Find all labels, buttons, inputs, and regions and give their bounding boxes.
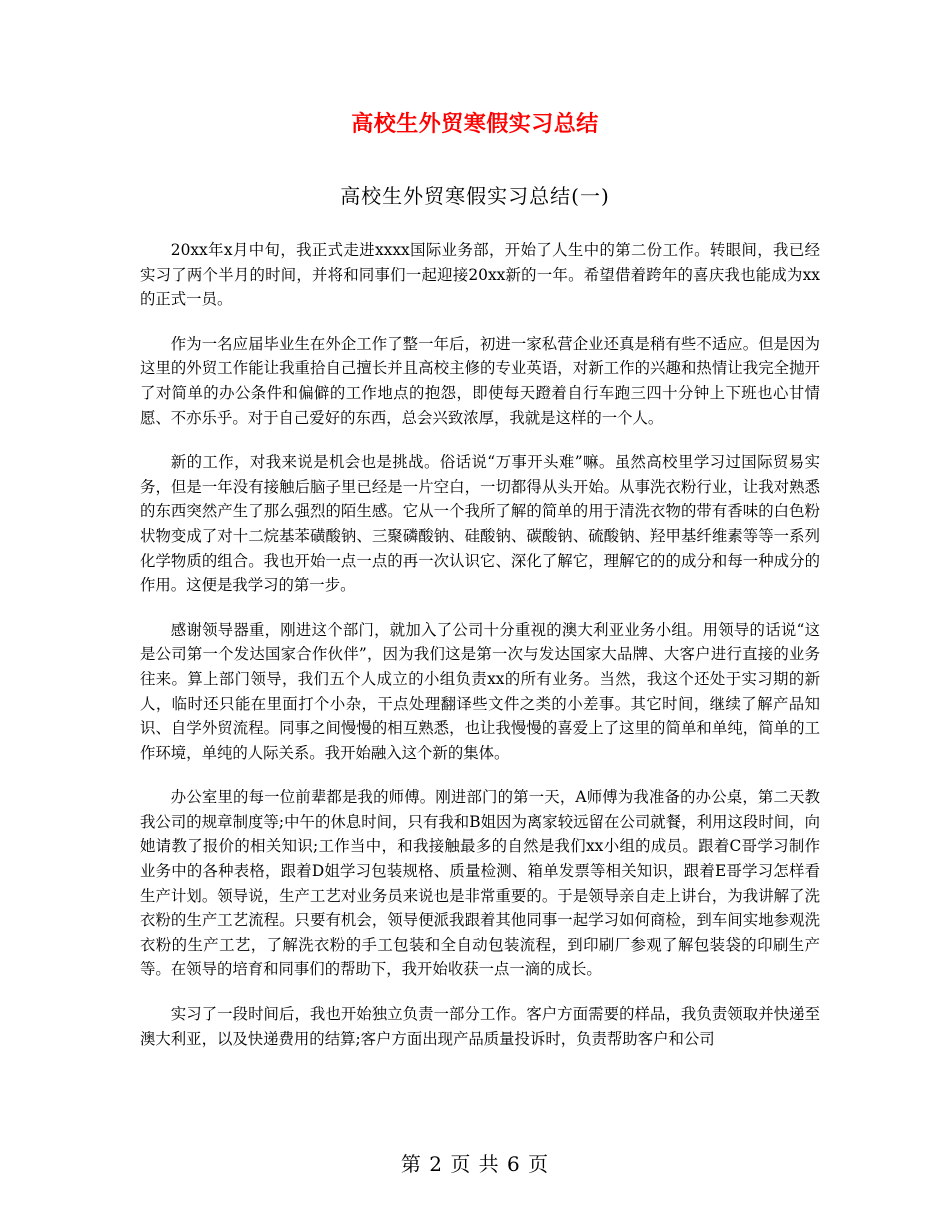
- document-title: 高校生外贸寒假实习总结: [351, 112, 599, 137]
- paragraph: 新的工作，对我来说是机会也是挑战。俗话说“万事开头难”嘛。虽然高校里学习过国际贸易实务，但是一年没有接触后脑子里已经是一片空白，一切都得从头开始。从事洗衣粉行业，让我对熟悉的东西突然产生了那么强烈的陌生感。它从一个我所了解的简单的用于清洗衣物的带有香味的白色粉状物变成了对十二烷基苯磺酸钠、三聚磷酸钠、硅酸钠、碳酸钠、硫酸钠、羟甲基纤维素等等一系列化学物质的组合。我也开始一点一点的再一次认识它、深化了解它，理解它的的成分和每一种成分的作用。这便是我学习的第一步。: [140, 453, 820, 595]
- paragraph: 作为一名应届毕业生在外企工作了整一年后，初进一家私营企业还真是稍有些不适应。但是因为这里的外贸工作能让我重拾自己擅长并且高校主修的专业英语，对新工作的兴趣和热情让我完全抛开了对简单的办公条件和偏僻的工作地点的抱怨，即使每天蹬着自行车跑三四十分钟上下班也心甘情愿、不亦乐乎。对于自己爱好的东西，总会兴致浓厚，我就是这样的一个人。: [140, 334, 820, 427]
- paragraph: 实习了一段时间后，我也开始独立负责一部分工作。客户方面需要的样品，我负责领取并快递至澳大利亚，以及快递费用的结算;客户方面出现产品质量投诉时，负责帮助客户和公司: [140, 1005, 820, 1048]
- paragraph: 感谢领导器重，刚进这个部门，就加入了公司十分重视的澳大利亚业务小组。用领导的话说“这是公司第一个发达国家合作伙伴”，因为我们这是第一次与发达国家大品牌、大客户进行直接的业务往来。算上部门领导，我们五个人成立的小组负责xx的所有业务。当然，我这个还处于实习期的新人，临时还只能在里面打个小杂，干点处理翻译些文件之类的小差事。其它时间，继续了解产品知识、自学外贸流程。同事之间慢慢的相互熟悉，也让我慢慢的喜爱上了这里的简单和单纯，简单的工作环境，单纯的人际关系。我开始融入这个新的集体。: [140, 620, 820, 762]
- paragraph: 20xx年x月中旬，我正式走进xxxx国际业务部，开始了人生中的第二份工作。转眼间，我已经实习了两个半月的时间，并将和同事们一起迎接20xx新的一年。希望借着跨年的喜庆我也能成为xx的正式一员。: [140, 241, 820, 309]
- section-subtitle: 高校生外贸寒假实习总结(一): [340, 184, 610, 208]
- page-number: 第 2 页 共 6 页: [400, 1152, 550, 1176]
- paragraph: 办公室里的每一位前辈都是我的师傅。刚进部门的第一天，A师傅为我准备的办公桌，第二天教我公司的规章制度等;中午的休息时间，只有我和B姐因为离家较远留在公司就餐，利用这段时间，向她请教了报价的相关知识;工作当中，和我接触最多的自然是我们xx小组的成员。跟着C哥学习制作业务中的各种表格，跟着D姐学习包装规格、质量检测、箱单发票等相关知识，跟着E哥学习怎样看生产计划。领导说，生产工艺对业务员来说也是非常重要的。于是领导亲自走上讲台，为我讲解了洗衣粉的生产工艺流程。只要有机会，领导便派我跟着其他同事一起学习如何商检，到车间实地参观洗衣粉的生产工艺，了解洗衣粉的手工包装和全自动包装流程，到印刷厂参观了解包装袋的印刷生产等。在领导的培育和同事们的帮助下，我开始收获一点一滴的成长。: [140, 788, 820, 979]
- document-body: [140, 238, 820, 1071]
